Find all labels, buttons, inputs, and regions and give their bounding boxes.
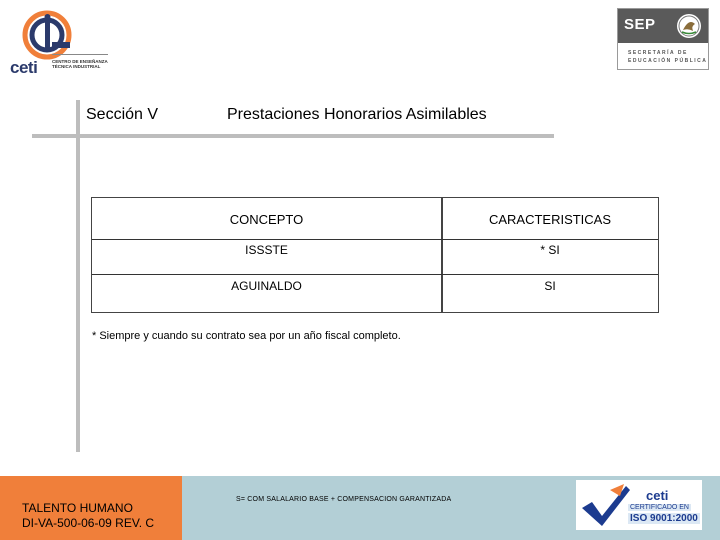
ceti-wordmark: ceti bbox=[10, 58, 38, 77]
sep-logo bbox=[617, 8, 709, 70]
horizontal-divider bbox=[32, 134, 554, 138]
table-row bbox=[92, 274, 658, 312]
section-title: Prestaciones Honorarios Asimilables bbox=[227, 106, 487, 123]
benefits-table bbox=[91, 197, 659, 313]
iso-certification-badge bbox=[576, 480, 702, 530]
table-row bbox=[92, 239, 658, 274]
ceti-logo bbox=[8, 8, 108, 76]
table-header-caracteristicas: CARACTERISTICAS bbox=[488, 212, 612, 227]
sep-band bbox=[618, 9, 708, 43]
footer-area-label: TALENTO HUMANO bbox=[22, 501, 133, 515]
mexican-eagle-icon bbox=[674, 12, 704, 40]
footer-note: S= COM SALALARIO BASE + COMPENSACION GARANTIZADA bbox=[236, 496, 452, 503]
ceti-subtitle bbox=[52, 59, 108, 69]
iso-brand: ceti bbox=[646, 488, 669, 503]
section-label: Sección V bbox=[86, 106, 159, 123]
ceti-subtitle-line2: TÉCNICA INDUSTRIAL bbox=[52, 64, 101, 69]
sep-text-line2: EDUCACIÓN PÚBLICA bbox=[628, 58, 708, 64]
footer-document-code: DI-VA-500-06-09 REV. C bbox=[22, 516, 155, 530]
ceti-logo-rule bbox=[52, 54, 108, 55]
sep-text-line1: SECRETARÍA DE bbox=[628, 50, 688, 56]
vertical-divider bbox=[76, 100, 80, 452]
table-cell-concepto: ISSSTE bbox=[245, 243, 288, 257]
iso-line2: ISO 9001:2000 bbox=[630, 513, 698, 524]
footnote: * Siempre y cuando su contrato sea por un año fiscal completo. bbox=[92, 330, 401, 342]
ceti-emblem-icon bbox=[22, 10, 72, 60]
table-cell-caracteristica: * SI bbox=[540, 243, 560, 257]
sep-wordmark: SEP bbox=[624, 16, 656, 33]
ceti-subtitle-line1: CENTRO DE ENSEÑANZA bbox=[52, 59, 108, 64]
iso-line1: CERTIFICADO EN bbox=[630, 504, 689, 511]
table-header-row bbox=[92, 198, 658, 239]
sep-text bbox=[628, 49, 707, 65]
checkmark-icon bbox=[580, 482, 632, 528]
table-header-concepto: CONCEPTO bbox=[229, 212, 304, 227]
table-cell-caracteristica: SI bbox=[544, 279, 556, 293]
table-cell-concepto: AGUINALDO bbox=[231, 279, 302, 293]
